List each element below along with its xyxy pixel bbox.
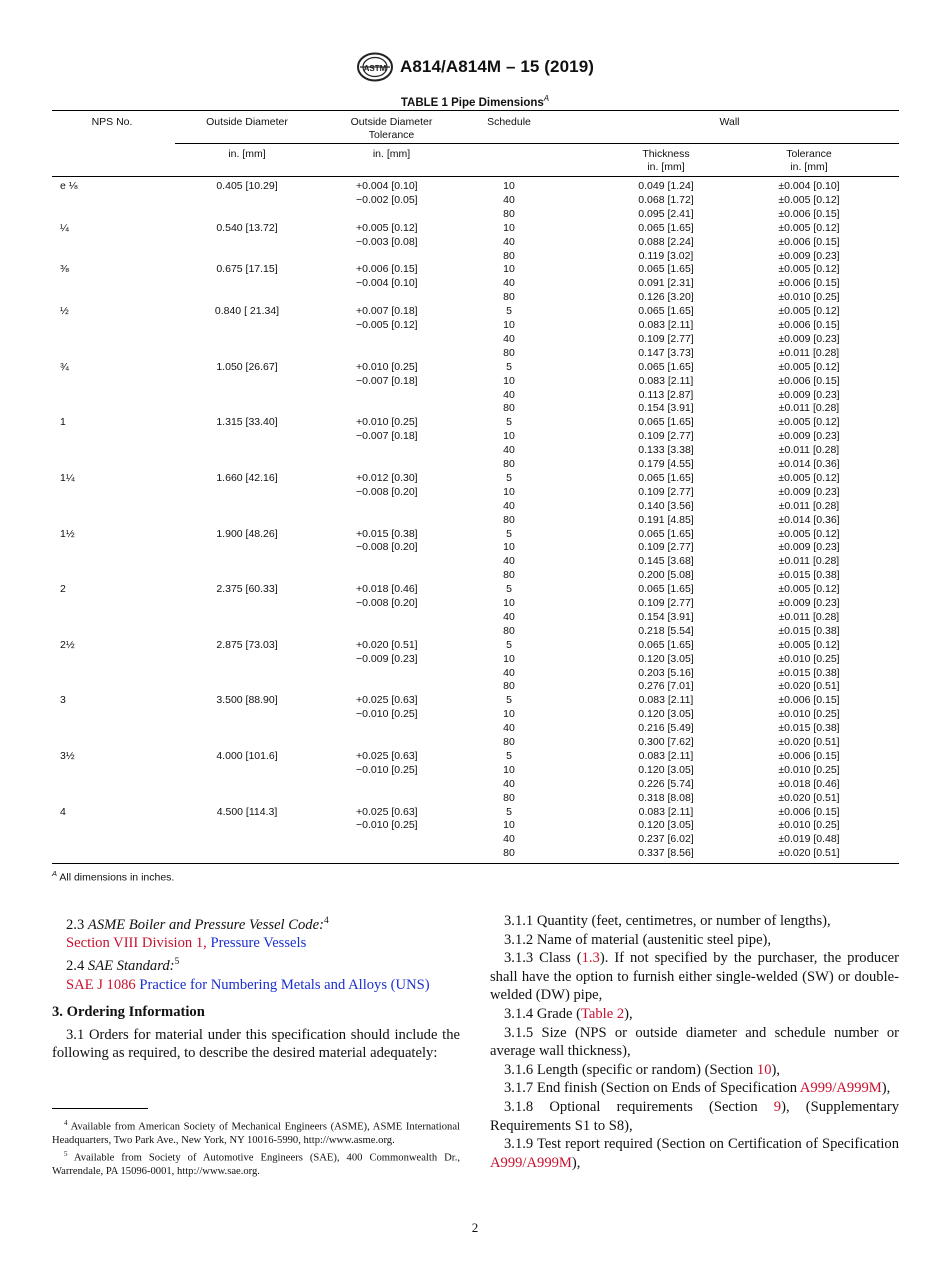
footnotes [52,1117,460,1178]
nps-cell: ¾ [60,360,69,373]
schedule-cell: 40 [503,277,515,290]
wall-tolerance-cell: ±0.011 [0.28] [778,555,840,568]
wall-thickness-cell: 0.133 [3.38] [638,444,694,457]
class-section-link[interactable]: 1.3 [581,950,600,967]
schedule-cell: 80 [503,569,515,582]
table-row [52,305,899,319]
wall-tolerance-cell: ±0.020 [0.51] [778,791,840,804]
outside-diameter-cell: 2.875 [73.03] [216,638,278,651]
table-row [52,528,899,542]
wall-thickness-cell: 0.091 [2.31] [638,277,694,290]
od-tolerance-plus-cell: +0.025 [0.63] [356,749,418,762]
table-row [52,819,899,833]
table-row [52,722,899,736]
wall-thickness-cell: 0.065 [1.65] [638,360,694,373]
wall-thickness-cell: 0.049 [1.24] [638,180,694,192]
schedule-cell: 80 [503,791,515,804]
wall-thickness-cell: 0.179 [4.55] [638,458,694,470]
wall-thickness-cell: 0.109 [2.77] [638,597,694,609]
table-row [52,514,899,528]
wall-tolerance-cell: ±0.005 [0.12] [778,471,840,484]
od-tolerance-minus-cell: −0.004 [0.10] [356,277,418,290]
nps-cell: ¼ [60,221,69,234]
table-footnote: $^A$ All dimensions in inches. [52,869,175,884]
schedule-cell: 80 [503,736,515,748]
schedule-cell: 40 [503,666,515,679]
schedule-cell: 10 [503,221,515,234]
outside-diameter-cell: 0.840 [ 21.34] [214,305,280,318]
table-row [52,416,899,430]
table-header-subrule [175,143,899,144]
table-row [52,222,899,236]
wall-thickness-cell: 0.083 [2.11] [638,319,694,331]
schedule-cell: 10 [503,319,515,331]
item-3-1-5: 3.1.5 Size (NPS or outside diameter and schedule number or average wall thickness), [490,1024,899,1060]
wall-tolerance-cell: ±0.005 [0.12] [778,416,840,429]
schedule-cell: 40 [503,444,515,457]
table-row [52,291,899,305]
table-bottom-rule [52,863,899,864]
od-tolerance-minus-cell: −0.010 [0.25] [356,708,418,721]
wall-thickness-cell: 0.140 [3.56] [638,499,694,512]
schedule-cell: 5 [506,471,512,484]
schedule-cell: 10 [503,652,515,665]
wall-tolerance-cell: ±0.010 [0.25] [778,291,840,304]
table-top-rule [52,110,899,111]
schedule-cell: 80 [503,513,515,526]
nps-cell: 4 [60,805,66,818]
header-schedule: Schedule [487,116,531,128]
table-row [52,486,899,500]
nps-cell: 1¼ [60,471,75,484]
table-row [52,250,899,264]
item-3-1-4: 3.1.4 Grade (Table 2), [504,1005,633,1022]
wall-tolerance-cell: ±0.009 [0.23] [778,541,840,554]
a999-link[interactable]: A999/A999M [799,1080,882,1097]
od-tolerance-plus-cell: +0.018 [0.46] [356,583,418,596]
nps-cell: 1 [60,416,66,429]
wall-tolerance-cell: ±0.006 [0.15] [778,749,840,762]
wall-thickness-cell: 0.203 [5.16] [638,666,694,679]
section-3-1: 3.1 Orders for material under this specification should include the following as required, to describe the desired material adequately: [52,1026,460,1062]
wall-thickness-cell: 0.109 [2.77] [638,332,694,345]
item-3-1-2: 3.1.2 Name of material (austenitic steel pipe), [504,931,772,948]
wall-thickness-cell: 0.318 [8.08] [638,791,694,804]
wall-thickness-cell: 0.113 [2.87] [638,388,694,401]
wall-tolerance-cell: ±0.015 [0.38] [778,569,840,582]
wall-thickness-cell: 0.109 [2.77] [638,485,694,498]
schedule-cell: 5 [506,749,512,762]
wall-thickness-cell: 0.065 [1.65] [638,263,694,276]
table-row [52,708,899,722]
wall-tolerance-cell: ±0.004 [0.10] [778,180,840,192]
wall-thickness-cell: 0.088 [2.24] [638,235,694,248]
wall-tolerance-cell: ±0.010 [0.25] [778,708,840,721]
table-row [52,667,899,681]
od-tolerance-plus-cell: +0.010 [0.25] [356,360,418,373]
od-tolerance-minus-cell: −0.008 [0.20] [356,541,418,554]
schedule-cell: 80 [503,291,515,304]
table-row [52,541,899,555]
od-tolerance-plus-cell: +0.012 [0.30] [356,471,418,484]
table-row [52,750,899,764]
table-row [52,319,899,333]
wall-thickness-cell: 0.120 [3.05] [638,708,694,721]
nps-cell: ½ [60,305,69,318]
wall-thickness-cell: 0.065 [1.65] [638,527,694,540]
wall-tolerance-cell: ±0.014 [0.36] [778,458,840,470]
outside-diameter-cell: 4.000 [101.6] [216,749,278,762]
schedule-cell: 40 [503,610,515,623]
od-tolerance-minus-cell: −0.010 [0.25] [356,819,418,832]
wall-tolerance-cell: ±0.005 [0.12] [778,360,840,373]
wall-thickness-cell: 0.154 [3.91] [638,402,694,415]
od-tolerance-minus-cell: −0.007 [0.18] [356,430,418,443]
document-header [0,52,950,87]
header-thickness: Thickness in. [mm] [642,148,690,173]
wall-thickness-cell: 0.095 [2.41] [638,207,694,220]
od-tolerance-minus-cell: −0.009 [0.23] [356,652,418,665]
table-title: TABLE 1 Pipe Dimensions$^A$ [400,94,550,109]
item-3-1-6: 3.1.6 Length (specific or random) (Section 10), [504,1061,780,1078]
schedule-cell: 5 [506,360,512,373]
table-row [52,180,899,194]
wall-tolerance-cell: ±0.018 [0.46] [778,777,840,790]
schedule-cell: 80 [503,346,515,359]
wall-thickness-cell: 0.120 [3.05] [638,819,694,832]
outside-diameter-cell: 2.375 [60.33] [216,583,278,596]
table-2-link[interactable]: Table 2 [581,1005,625,1022]
page-number: 2 [471,1220,479,1235]
outside-diameter-cell: 0.405 [10.29] [216,180,278,192]
table-row [52,277,899,291]
schedule-cell: 10 [503,263,515,276]
wall-tolerance-cell: ±0.011 [0.28] [778,444,840,457]
footnote-4: $^4$ Available from American Society of Mechanical Engineers (ASME), ASME International Headquarters, Two Park Ave., New York, NY 10016-5990, http://www.asme.org. [52,1119,460,1147]
schedule-cell: 80 [503,207,515,220]
wall-thickness-cell: 0.083 [2.11] [638,374,694,387]
outside-diameter-cell: 1.900 [48.26] [216,527,278,540]
wall-tolerance-cell: ±0.010 [0.25] [778,763,840,776]
reference-sae-title-link[interactable]: Practice for Numbering Metals and Alloys (UNS) [139,976,430,993]
reference-asme-code-link[interactable]: Section VIII Division 1, [66,935,207,952]
item-3-1-7: 3.1.7 End finish (Section on Ends of Specification A999/A999M), [504,1080,891,1097]
item-3-1-3: 3.1.3 Class (1.3). If not specified by the purchaser, the producer shall have the option to furnish either single-welded (SW) or double-welded (DW) pipe, [490,950,900,1004]
wall-tolerance-cell: ±0.006 [0.15] [778,374,840,387]
table-row [52,236,899,250]
table-row [52,611,899,625]
schedule-cell: 10 [503,485,515,498]
schedule-cell: 10 [503,763,515,776]
outside-diameter-cell: 1.315 [33.40] [216,416,278,429]
wall-tolerance-cell: ±0.006 [0.15] [778,805,840,818]
wall-thickness-cell: 0.083 [2.11] [638,694,694,707]
section-2-3: 2.3 ASME Boiler and Pressure Vessel Code:$^4$ [66,916,329,933]
od-tolerance-minus-cell: −0.007 [0.18] [356,374,418,387]
wall-thickness-cell: 0.120 [3.05] [638,763,694,776]
table-row [52,402,899,416]
wall-tolerance-cell: ±0.009 [0.23] [778,597,840,609]
nps-cell: ⅜ [60,263,69,276]
wall-tolerance-cell: ±0.009 [0.23] [778,332,840,345]
table-row [52,208,899,222]
table-row [52,555,899,569]
wall-tolerance-cell: ±0.015 [0.38] [778,722,840,735]
table-row [52,694,899,708]
header-wall: Wall [719,116,740,128]
wall-thickness-cell: 0.145 [3.68] [638,555,694,568]
nps-cell: 1½ [60,527,75,540]
section-2-4: 2.4 SAE Standard:$^5$ [66,957,180,974]
schedule-cell: 5 [506,638,512,651]
schedule-cell: 10 [503,819,515,832]
wall-tolerance-cell: ±0.006 [0.15] [778,694,840,707]
od-tolerance-minus-cell: −0.003 [0.08] [356,235,418,248]
wall-thickness-cell: 0.126 [3.20] [638,291,694,304]
schedule-cell: 80 [503,402,515,415]
schedule-cell: 10 [503,708,515,721]
wall-tolerance-cell: ±0.010 [0.25] [778,652,840,665]
outside-diameter-cell: 1.660 [42.16] [216,471,278,484]
table-row [52,263,899,277]
schedule-cell: 5 [506,583,512,596]
header-od-unit: in. [mm] [228,148,266,160]
wall-tolerance-cell: ±0.010 [0.25] [778,819,840,832]
schedule-cell: 5 [506,416,512,429]
footnote-5: $^5$ Available from Society of Automotive Engineers (SAE), 400 Commonwealth Dr., Warrendale, PA 15096-0001, http://www.sae.org. [52,1149,460,1177]
schedule-cell: 80 [503,458,515,470]
table-row [52,680,899,694]
wall-thickness-cell: 0.191 [4.85] [638,513,694,526]
table-row [52,625,899,639]
wall-thickness-cell: 0.065 [1.65] [638,638,694,651]
table-row [52,806,899,820]
reference-asme-title-link[interactable]: Pressure Vessels [210,935,307,952]
header-nps: NPS No. [91,116,133,128]
schedule-cell: 40 [503,499,515,512]
header-wall-tolerance: Tolerance in. [mm] [786,148,832,173]
wall-thickness-cell: 0.083 [2.11] [638,805,694,818]
wall-tolerance-cell: ±0.015 [0.38] [778,624,840,637]
wall-thickness-cell: 0.226 [5.74] [638,777,694,790]
schedule-cell: 80 [503,847,515,860]
outside-diameter-cell: 0.675 [17.15] [216,263,278,276]
table-row [52,389,899,403]
wall-tolerance-cell: ±0.006 [0.15] [778,207,840,220]
wall-tolerance-cell: ±0.006 [0.15] [778,319,840,331]
wall-tolerance-cell: ±0.006 [0.15] [778,235,840,248]
od-tolerance-minus-cell: −0.005 [0.12] [356,319,418,331]
table-row [52,194,899,208]
wall-tolerance-cell: ±0.015 [0.38] [778,666,840,679]
od-tolerance-plus-cell: +0.006 [0.15] [356,263,418,276]
table-row [52,736,899,750]
header-outside-diameter: Outside Diameter [206,116,288,128]
reference-sae-code-link[interactable]: SAE J 1086 [66,976,136,993]
item-3-1-1: 3.1.1 Quantity (feet, centimetres, or number of lengths), [504,913,831,929]
astm-logo-icon [356,52,394,82]
section-9-link[interactable]: 9 [773,1098,782,1115]
table-row [52,569,899,583]
item-3-1-9: 3.1.9 Test report required (Section on Certification of Specification A999/A999M), [490,1136,899,1171]
table-row [52,375,899,389]
document-title: A814/A814M – 15 (2019) [399,57,595,76]
wall-tolerance-cell: ±0.005 [0.12] [778,263,840,276]
wall-tolerance-cell: ±0.005 [0.12] [778,583,840,596]
table-row [52,792,899,806]
table-row [52,472,899,486]
wall-tolerance-cell: ±0.005 [0.12] [778,193,840,206]
schedule-cell: 10 [503,374,515,387]
wall-thickness-cell: 0.109 [2.77] [638,541,694,554]
schedule-cell: 80 [503,680,515,693]
table-row [52,764,899,778]
schedule-cell: 40 [503,555,515,568]
wall-thickness-cell: 0.237 [6.02] [638,833,694,846]
table-row [52,458,899,472]
schedule-cell: 80 [503,624,515,637]
nps-cell: 2½ [60,638,75,651]
wall-tolerance-cell: ±0.020 [0.51] [778,847,840,860]
wall-thickness-cell: 0.218 [5.54] [638,624,694,637]
wall-tolerance-cell: ±0.011 [0.28] [778,610,840,623]
table-row [52,347,899,361]
wall-thickness-cell: 0.065 [1.65] [638,416,694,429]
wall-thickness-cell: 0.300 [7.62] [638,736,694,748]
table-row [52,847,899,861]
wall-tolerance-cell: ±0.011 [0.28] [778,346,840,359]
wall-thickness-cell: 0.216 [5.49] [638,722,694,735]
header-od-tolerance: Outside Diameter Tolerance [350,116,433,141]
wall-thickness-cell: 0.065 [1.65] [638,583,694,596]
schedule-cell: 40 [503,193,515,206]
od-tolerance-minus-cell: −0.008 [0.20] [356,485,418,498]
od-tolerance-plus-cell: +0.020 [0.51] [356,638,418,651]
footnote-rule [52,1108,148,1109]
table-row [52,361,899,375]
schedule-cell: 5 [506,527,512,540]
section-10-link[interactable]: 10 [756,1061,772,1078]
wall-thickness-cell: 0.337 [8.56] [638,847,694,860]
header-tol-unit: in. [mm] [372,148,411,160]
od-tolerance-plus-cell: +0.010 [0.25] [356,416,418,429]
od-tolerance-minus-cell: −0.008 [0.20] [356,597,418,609]
wall-tolerance-cell: ±0.020 [0.51] [778,736,840,748]
schedule-cell: 5 [506,305,512,318]
schedule-cell: 10 [503,430,515,443]
table-row [52,583,899,597]
reference-asme [52,934,460,953]
schedule-cell: 40 [503,833,515,846]
table-row [52,778,899,792]
od-tolerance-plus-cell: +0.005 [0.12] [356,221,418,234]
item-3-1-8: 3.1.8 Optional requirements (Section 9), (Supplementary Requirements S1 to S8), [490,1098,899,1134]
right-column [490,912,899,1172]
schedule-cell: 10 [503,597,515,609]
schedule-cell: 40 [503,388,515,401]
table-row [52,833,899,847]
wall-tolerance-cell: ±0.005 [0.12] [778,221,840,234]
outside-diameter-cell: 0.540 [13.72] [216,221,278,234]
schedule-cell: 5 [506,805,512,818]
wall-thickness-cell: 0.154 [3.91] [638,610,694,623]
od-tolerance-plus-cell: +0.004 [0.10] [356,180,418,192]
table-row [52,597,899,611]
svg-text:ASTM: ASTM [363,64,387,73]
wall-tolerance-cell: ±0.020 [0.51] [778,680,840,693]
wall-thickness-cell: 0.147 [3.73] [638,346,694,359]
table-row [52,444,899,458]
reference-sae [52,976,460,995]
wall-thickness-cell: 0.119 [3.02] [638,249,694,262]
wall-tolerance-cell: ±0.006 [0.15] [778,277,840,290]
schedule-cell: 10 [503,541,515,554]
od-tolerance-plus-cell: +0.025 [0.63] [356,805,418,818]
schedule-cell: 40 [503,235,515,248]
od-tolerance-minus-cell: −0.010 [0.25] [356,763,418,776]
schedule-cell: 80 [503,249,515,262]
schedule-cell: 10 [503,180,515,192]
wall-thickness-cell: 0.083 [2.11] [638,749,694,762]
schedule-cell: 40 [503,332,515,345]
schedule-cell: 5 [506,694,512,707]
table-header-rule [52,176,899,177]
outside-diameter-cell: 4.500 [114.3] [216,805,278,818]
table-row [52,430,899,444]
outside-diameter-cell: 3.500 [88.90] [216,694,278,707]
wall-thickness-cell: 0.065 [1.65] [638,305,694,318]
wall-thickness-cell: 0.109 [2.77] [638,430,694,443]
wall-thickness-cell: 0.065 [1.65] [638,471,694,484]
wall-tolerance-cell: ±0.005 [0.12] [778,527,840,540]
od-tolerance-plus-cell: +0.015 [0.38] [356,527,418,540]
wall-tolerance-cell: ±0.009 [0.23] [778,430,840,443]
section-3-heading: 3. Ordering Information [52,1004,205,1021]
wall-tolerance-cell: ±0.011 [0.28] [778,402,840,415]
wall-thickness-cell: 0.276 [7.01] [638,680,694,693]
table-row [52,500,899,514]
schedule-cell: 40 [503,722,515,735]
table-row [52,333,899,347]
wall-tolerance-cell: ±0.005 [0.12] [778,638,840,651]
wall-tolerance-cell: ±0.009 [0.23] [778,249,840,262]
wall-tolerance-cell: ±0.009 [0.23] [778,485,840,498]
left-column [52,912,460,1063]
wall-tolerance-cell: ±0.009 [0.23] [778,388,840,401]
table-row [52,639,899,653]
nps-cell: 3½ [60,749,75,762]
schedule-cell: 40 [503,777,515,790]
wall-thickness-cell: 0.120 [3.05] [638,652,694,665]
wall-tolerance-cell: ±0.011 [0.28] [778,499,840,512]
wall-tolerance-cell: ±0.014 [0.36] [778,513,840,526]
wall-thickness-cell: 0.200 [5.08] [638,569,694,582]
wall-thickness-cell: 0.065 [1.65] [638,221,694,234]
wall-tolerance-cell: ±0.019 [0.48] [778,833,840,846]
od-tolerance-minus-cell: −0.002 [0.05] [356,193,418,206]
nps-cell: 3 [60,694,66,707]
nps-cell: 2 [60,583,66,596]
table-row [52,653,899,667]
wall-thickness-cell: 0.068 [1.72] [638,193,694,206]
nps-cell: e ⅛ [60,180,78,192]
a999-certification-link[interactable]: A999/A999M [490,1154,572,1171]
od-tolerance-plus-cell: +0.025 [0.63] [356,694,418,707]
wall-tolerance-cell: ±0.005 [0.12] [778,305,840,318]
outside-diameter-cell: 1.050 [26.67] [216,360,278,373]
od-tolerance-plus-cell: +0.007 [0.18] [356,305,418,318]
